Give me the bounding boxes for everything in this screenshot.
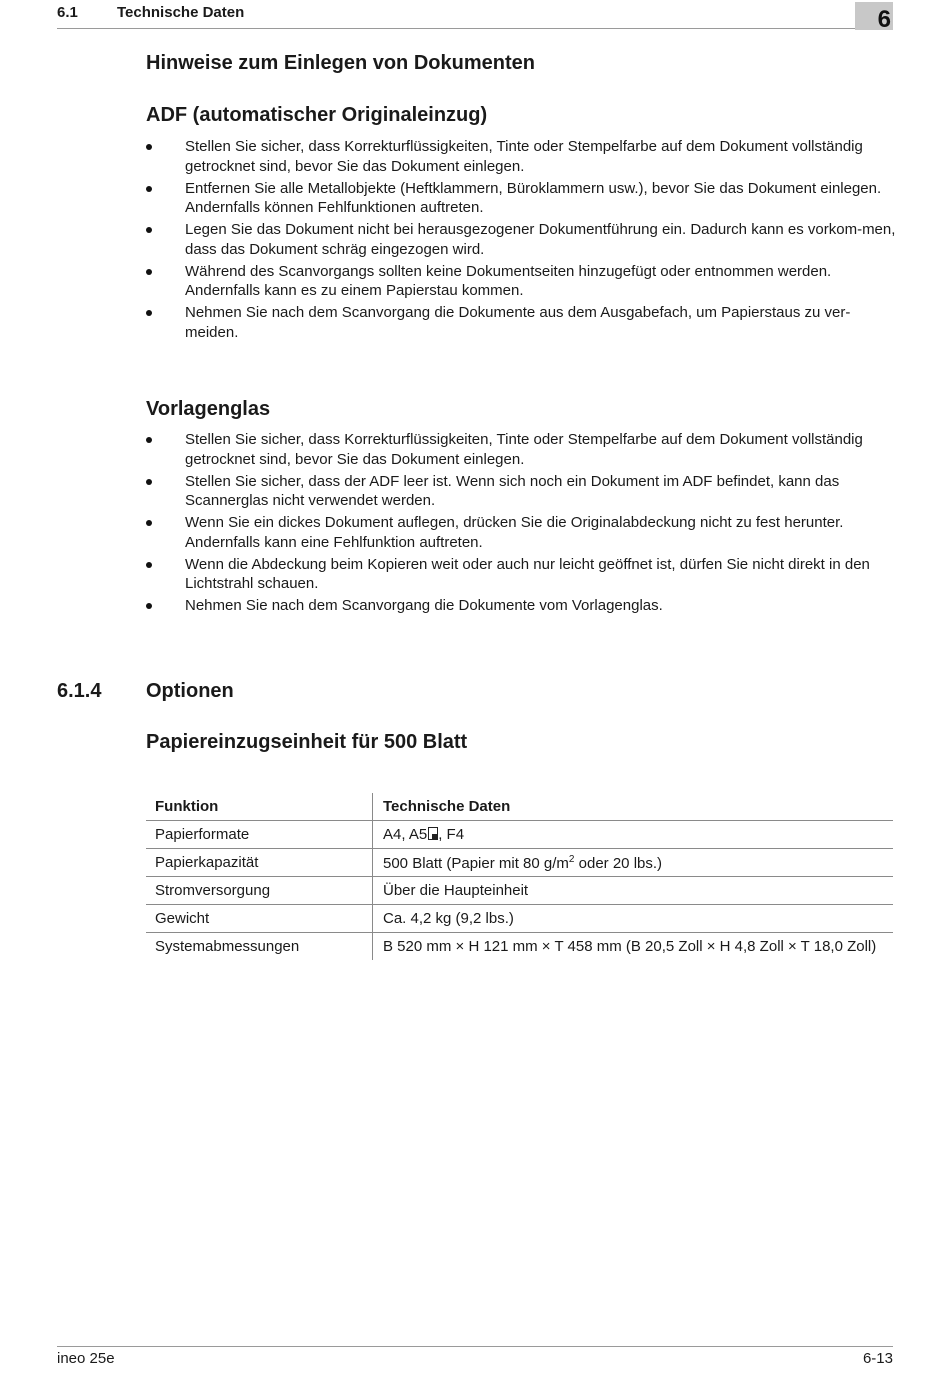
heading-document-loading: Hinweise zum Einlegen von Dokumenten: [146, 52, 535, 74]
bullet-icon: [146, 227, 152, 233]
chapter-number: 6: [877, 6, 891, 33]
list-item: Stellen Sie sicher, dass der ADF leer ist. Wenn sich noch ein Dokument im ADF befindet, kann das Scannerglas nicht verwendet werden.: [146, 472, 896, 511]
table-row: [146, 821, 893, 849]
heading-vorlagenglas: Vorlagenglas: [146, 398, 271, 420]
row-value: A4, A5 , F4: [383, 826, 465, 843]
heading-options: Optionen: [146, 680, 234, 702]
bullet-icon: [146, 520, 152, 526]
row-value: Ca. 4,2 kg (9,2 lbs.): [383, 910, 514, 927]
model-name: ineo 25e: [57, 1350, 115, 1367]
portrait-orientation-icon: [428, 827, 438, 840]
table-row: [146, 877, 893, 905]
list-item: Legen Sie das Dokument nicht bei herausgezogener Dokumentführung ein. Dadurch kann es vorkom-men, dass das Dokument schräg eingezogen wird.: [146, 220, 896, 259]
row-label: Papierkapazität: [146, 849, 373, 877]
row-label: Papierformate: [146, 821, 373, 849]
section-title: Technische Daten: [117, 4, 245, 21]
heading-paper-feed-unit: Papiereinzugseinheit für 500 Blatt: [146, 731, 468, 753]
list-item: Wenn Sie ein dickes Dokument auflegen, drücken Sie die Originalabdeckung nicht zu fest herunter. Andernfalls kann eine Fehlfunktion auftreten.: [146, 513, 896, 552]
page-number: 6-13: [862, 1350, 893, 1367]
row-label: Stromversorgung: [146, 877, 373, 905]
table-row: [146, 933, 893, 961]
page-header: [57, 0, 893, 33]
list-item: Nehmen Sie nach dem Scanvorgang die Dokumente aus dem Ausgabefach, um Papierstaus zu ver-meiden.: [146, 303, 896, 342]
footer-rule: [57, 1346, 893, 1347]
options-section-number: 6.1.4: [57, 680, 102, 702]
list-item: Entfernen Sie alle Metallobjekte (Heftklammern, Büroklammern usw.), bevor Sie das Dokument einlegen. Andernfalls können Fehlfunktionen auftreten.: [146, 179, 896, 218]
column-header-specs: Technische Daten: [383, 798, 511, 815]
table-header-row: [146, 793, 893, 821]
spec-table: [146, 793, 893, 960]
row-label: Gewicht: [146, 905, 373, 933]
bullet-icon: [146, 603, 152, 609]
adf-list: [146, 137, 896, 345]
bullet-icon: [146, 479, 152, 485]
row-value: Über die Haupteinheit: [383, 882, 529, 899]
bullet-icon: [146, 310, 152, 316]
list-item: Wenn die Abdeckung beim Kopieren weit oder auch nur leicht geöffnet ist, dürfen Sie nicht direkt in den Lichtstrahl schauen.: [146, 555, 896, 594]
bullet-icon: [146, 186, 152, 192]
column-header-function: Funktion: [146, 793, 373, 821]
heading-adf: ADF (automatischer Originaleinzug): [146, 104, 488, 126]
list-item: Nehmen Sie nach dem Scanvorgang die Dokumente vom Vorlagenglas.: [146, 596, 896, 616]
table-row: [146, 849, 893, 877]
bullet-icon: [146, 144, 152, 150]
page-footer: [57, 1346, 893, 1367]
table-row: [146, 905, 893, 933]
bullet-icon: [146, 562, 152, 568]
list-item: Stellen Sie sicher, dass Korrekturflüssigkeiten, Tinte oder Stempelfarbe auf dem Dokument vollständig getrocknet sind, bevor Sie das Dokument einlegen.: [146, 430, 896, 469]
section-number: 6.1: [57, 4, 78, 21]
glass-list: [146, 430, 896, 618]
row-label: Systemabmessungen: [146, 933, 373, 961]
bullet-icon: [146, 437, 152, 443]
row-value: 500 Blatt (Papier mit 80 $g/m^2$ oder 20 lbs.): [383, 853, 663, 872]
header-rule: [57, 28, 855, 29]
list-item: Stellen Sie sicher, dass Korrekturflüssigkeiten, Tinte oder Stempelfarbe auf dem Dokument vollständig getrocknet sind, bevor Sie das Dokument einlegen.: [146, 137, 896, 176]
chapter-tab: [855, 2, 893, 33]
row-value: B 520 mm × H 121 mm × T 458 mm (B 20,5 Zoll × H 4,8 Zoll × T 18,0 Zoll): [383, 938, 877, 955]
list-item: Während des Scanvorgangs sollten keine Dokumentseiten hinzugefügt oder entnommen werden. Andernfalls kann es zu einem Papierstau kommen.: [146, 262, 896, 301]
bullet-icon: [146, 269, 152, 275]
